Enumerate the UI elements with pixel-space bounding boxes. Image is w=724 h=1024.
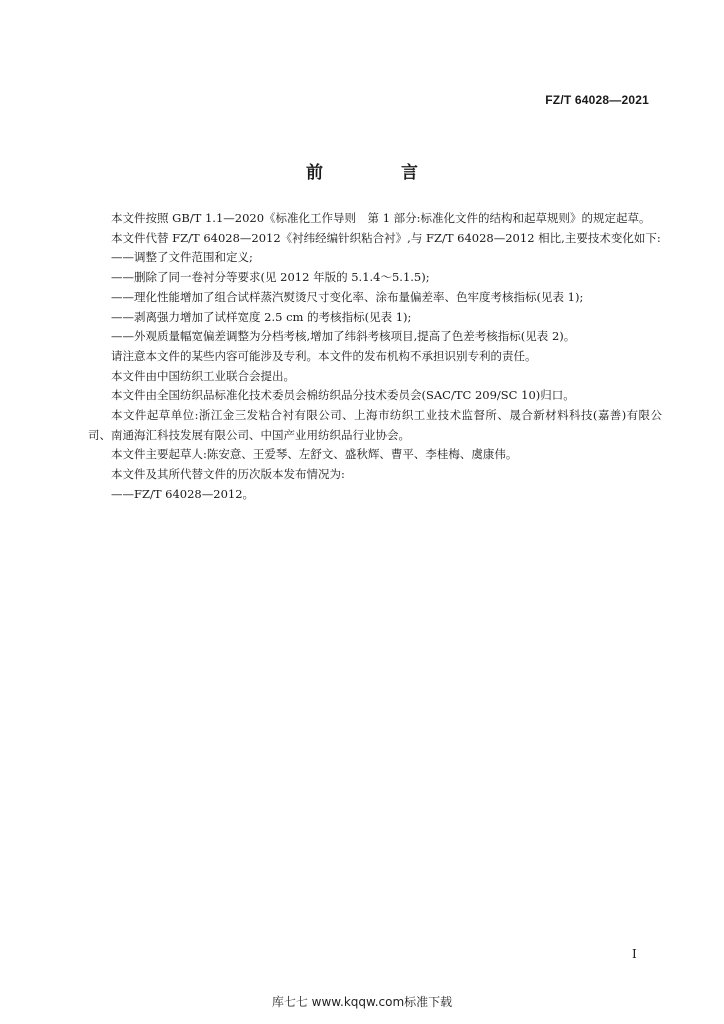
- standard-code: FZ/T 64028—2021: [545, 93, 649, 107]
- paragraph-drafting-units: 本文件起草单位:浙江金三发粘合衬有限公司、上海市纺织工业技术监督所、晟合新材料科技(嘉善)有限公司、南通海汇科技发展有限公司、中国产业用纺织品行业协会。: [88, 408, 662, 442]
- change-item-physical-chemical: ——理化性能增加了组合试样蒸汽熨烫尺寸变化率、涂布量偏差率、色牢度考核指标(见表 1);: [111, 289, 584, 304]
- footer-watermark: 库七七 www.kqqw.com标准下载: [271, 995, 453, 1009]
- version-history-item: ——FZ/T 64028—2012。: [111, 486, 255, 501]
- paragraph-replacement: 本文件代替 FZ/T 64028—2012《衬纬经编针织粘合衬》,与 FZ/T 64028—2012 相比,主要技术变化如下:: [111, 230, 661, 245]
- change-item-scope: ——调整了文件范围和定义;: [111, 250, 253, 265]
- paragraph-patent-notice: 请注意本文件的某些内容可能涉及专利。本文件的发布机构不承担识别专利的责任。: [111, 348, 537, 363]
- paragraph-proposer: 本文件由中国纺织工业联合会提出。: [111, 368, 295, 383]
- paragraph-drafting-rules: 本文件按照 GB/T 1.1—2020《标准化工作导则 第 1 部分:标准化文件的结构和起草规则》的规定起草。: [111, 211, 651, 225]
- preface-body: [88, 209, 662, 505]
- paragraph-technical-committee: 本文件由全国纺织品标准化技术委员会棉纺织品分技术委员会(SAC/TC 209/SC 10)归口。: [111, 388, 575, 403]
- page-number: I: [632, 947, 637, 961]
- paragraph-drafters: 本文件主要起草人:陈安意、王爱琴、左舒文、盛秋辉、曹平、李桂梅、虞康伟。: [111, 447, 518, 462]
- change-item-grading: ——删除了同一卷衬分等要求(见 2012 年版的 5.1.4～5.1.5);: [111, 270, 430, 285]
- page-title: 前 言: [306, 163, 454, 183]
- change-item-appearance: ——外观质量幅宽偏差调整为分档考核,增加了纬斜考核项目,提高了色差考核指标(见表 2)。: [111, 329, 576, 344]
- change-item-peel-strength: ——剥离强力增加了试样宽度 2.5 cm 的考核指标(见表 1);: [111, 309, 412, 324]
- paragraph-version-history: 本文件及其所代替文件的历次版本发布情况为:: [111, 467, 345, 482]
